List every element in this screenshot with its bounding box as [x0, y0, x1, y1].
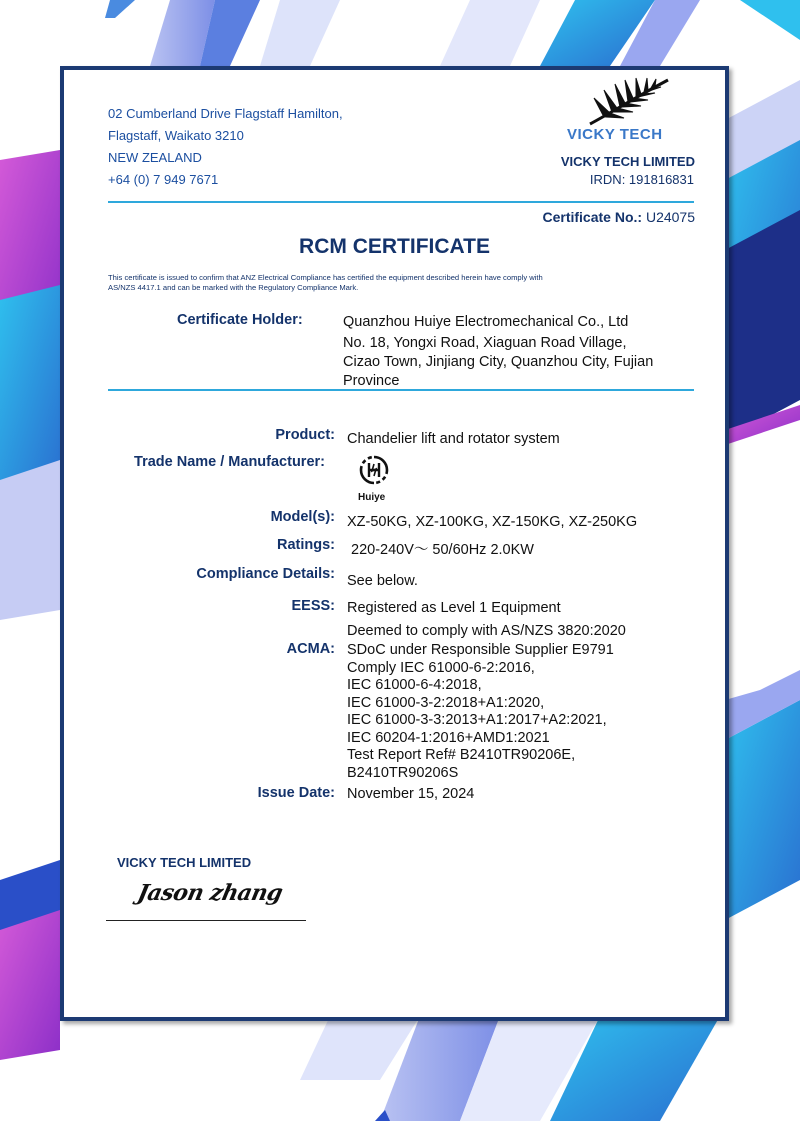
acma-line: Comply IEC 61000-6-2:2016,: [347, 659, 535, 676]
certificate-intro: [108, 273, 543, 293]
holder-address-line2: Cizao Town, Jinjiang City, Quanzhou City, Fujian: [343, 354, 654, 370]
header-divider: [108, 201, 694, 203]
certificate-intro-line2: AS/NZS 4417.1 and can be marked with the Regulatory Compliance Mark.: [108, 283, 359, 292]
acma-line: IEC 61000-3-3:2013+A1:2017+A2:2021,: [347, 712, 607, 728]
sender-phone: +64 (0) 7 949 7671: [108, 172, 219, 187]
certificate-number-label: Certificate No.:: [542, 209, 643, 225]
certificate-title: RCM CERTIFICATE: [299, 235, 490, 258]
ratings-value: 220-240V～ 50/60Hz 2.0KW: [351, 542, 534, 558]
signatory-company: VICKY TECH LIMITED: [117, 855, 252, 870]
trade-name-label: Trade Name / Manufacturer:: [134, 454, 325, 470]
issuer-company-name: VICKY TECH LIMITED: [560, 154, 695, 169]
holder-address-line1: No. 18, Yongxi Road, Xiaguan Road Village,: [343, 335, 627, 351]
eess-line2: Deemed to comply with AS/NZS 3820:2020: [347, 622, 626, 639]
acma-line: IEC 61000-3-2:2018+A1:2020,: [347, 694, 545, 711]
signature: Jason zhang: [135, 880, 285, 906]
acma-line: IEC 60204-1:2016+AMD1:2021: [347, 729, 550, 746]
issuer-logo-text: VICKY TECH: [567, 126, 663, 143]
acma-line: B2410TR90206S: [347, 764, 459, 781]
holder-block: [343, 313, 653, 391]
issue-date-label: Issue Date:: [257, 785, 335, 801]
certificate-card: [60, 66, 729, 1021]
sender-address-line2: Flagstaff, Waikato 3210: [108, 128, 244, 143]
sender-country: NEW ZEALAND: [108, 150, 202, 165]
holder-address-line3: Province: [343, 373, 400, 389]
signature-line: [106, 920, 306, 921]
holder-name: Quanzhou Huiye Electromechanical Co., Ltd: [343, 314, 629, 330]
acma-line: IEC 61000-6-4:2018,: [347, 677, 482, 693]
compliance-label: Compliance Details:: [196, 566, 335, 582]
huiye-logo-text: Huiye: [358, 492, 386, 503]
product-label: Product:: [275, 427, 335, 443]
sender-address-line1: 02 Cumberland Drive Flagstaff Hamilton,: [108, 106, 343, 121]
acma-value: [347, 642, 614, 782]
certificate-number: [542, 209, 695, 225]
holder-label: Certificate Holder:: [177, 312, 303, 328]
certificate-number-value: U24075: [645, 209, 695, 225]
compliance-value: See below.: [347, 573, 418, 589]
models-value: XZ-50KG, XZ-100KG, XZ-150KG, XZ-250KG: [347, 514, 638, 530]
eess-value: [347, 600, 626, 640]
certificate-intro-line1: This certificate is issued to confirm that ANZ Electrical Compliance has certified the equipment described herein have comply with: [108, 273, 543, 282]
eess-label: EESS:: [291, 598, 335, 614]
models-label: Model(s):: [270, 509, 335, 525]
issuer-irdn: IRDN: 191816831: [589, 172, 694, 187]
eess-line1: Registered as Level 1 Equipment: [347, 600, 561, 616]
fern-leaf-icon: [584, 76, 674, 128]
ratings-label: Ratings:: [277, 537, 335, 553]
acma-line: Test Report Ref# B2410TR90206E,: [347, 747, 576, 763]
acma-label: ACMA:: [286, 641, 335, 657]
holder-divider: [108, 389, 694, 391]
huiye-logo-icon: [358, 454, 390, 486]
acma-line: SDoC under Responsible Supplier E9791: [347, 642, 614, 658]
issue-date-value: November 15, 2024: [347, 786, 475, 802]
product-value: Chandelier lift and rotator system: [347, 431, 560, 447]
